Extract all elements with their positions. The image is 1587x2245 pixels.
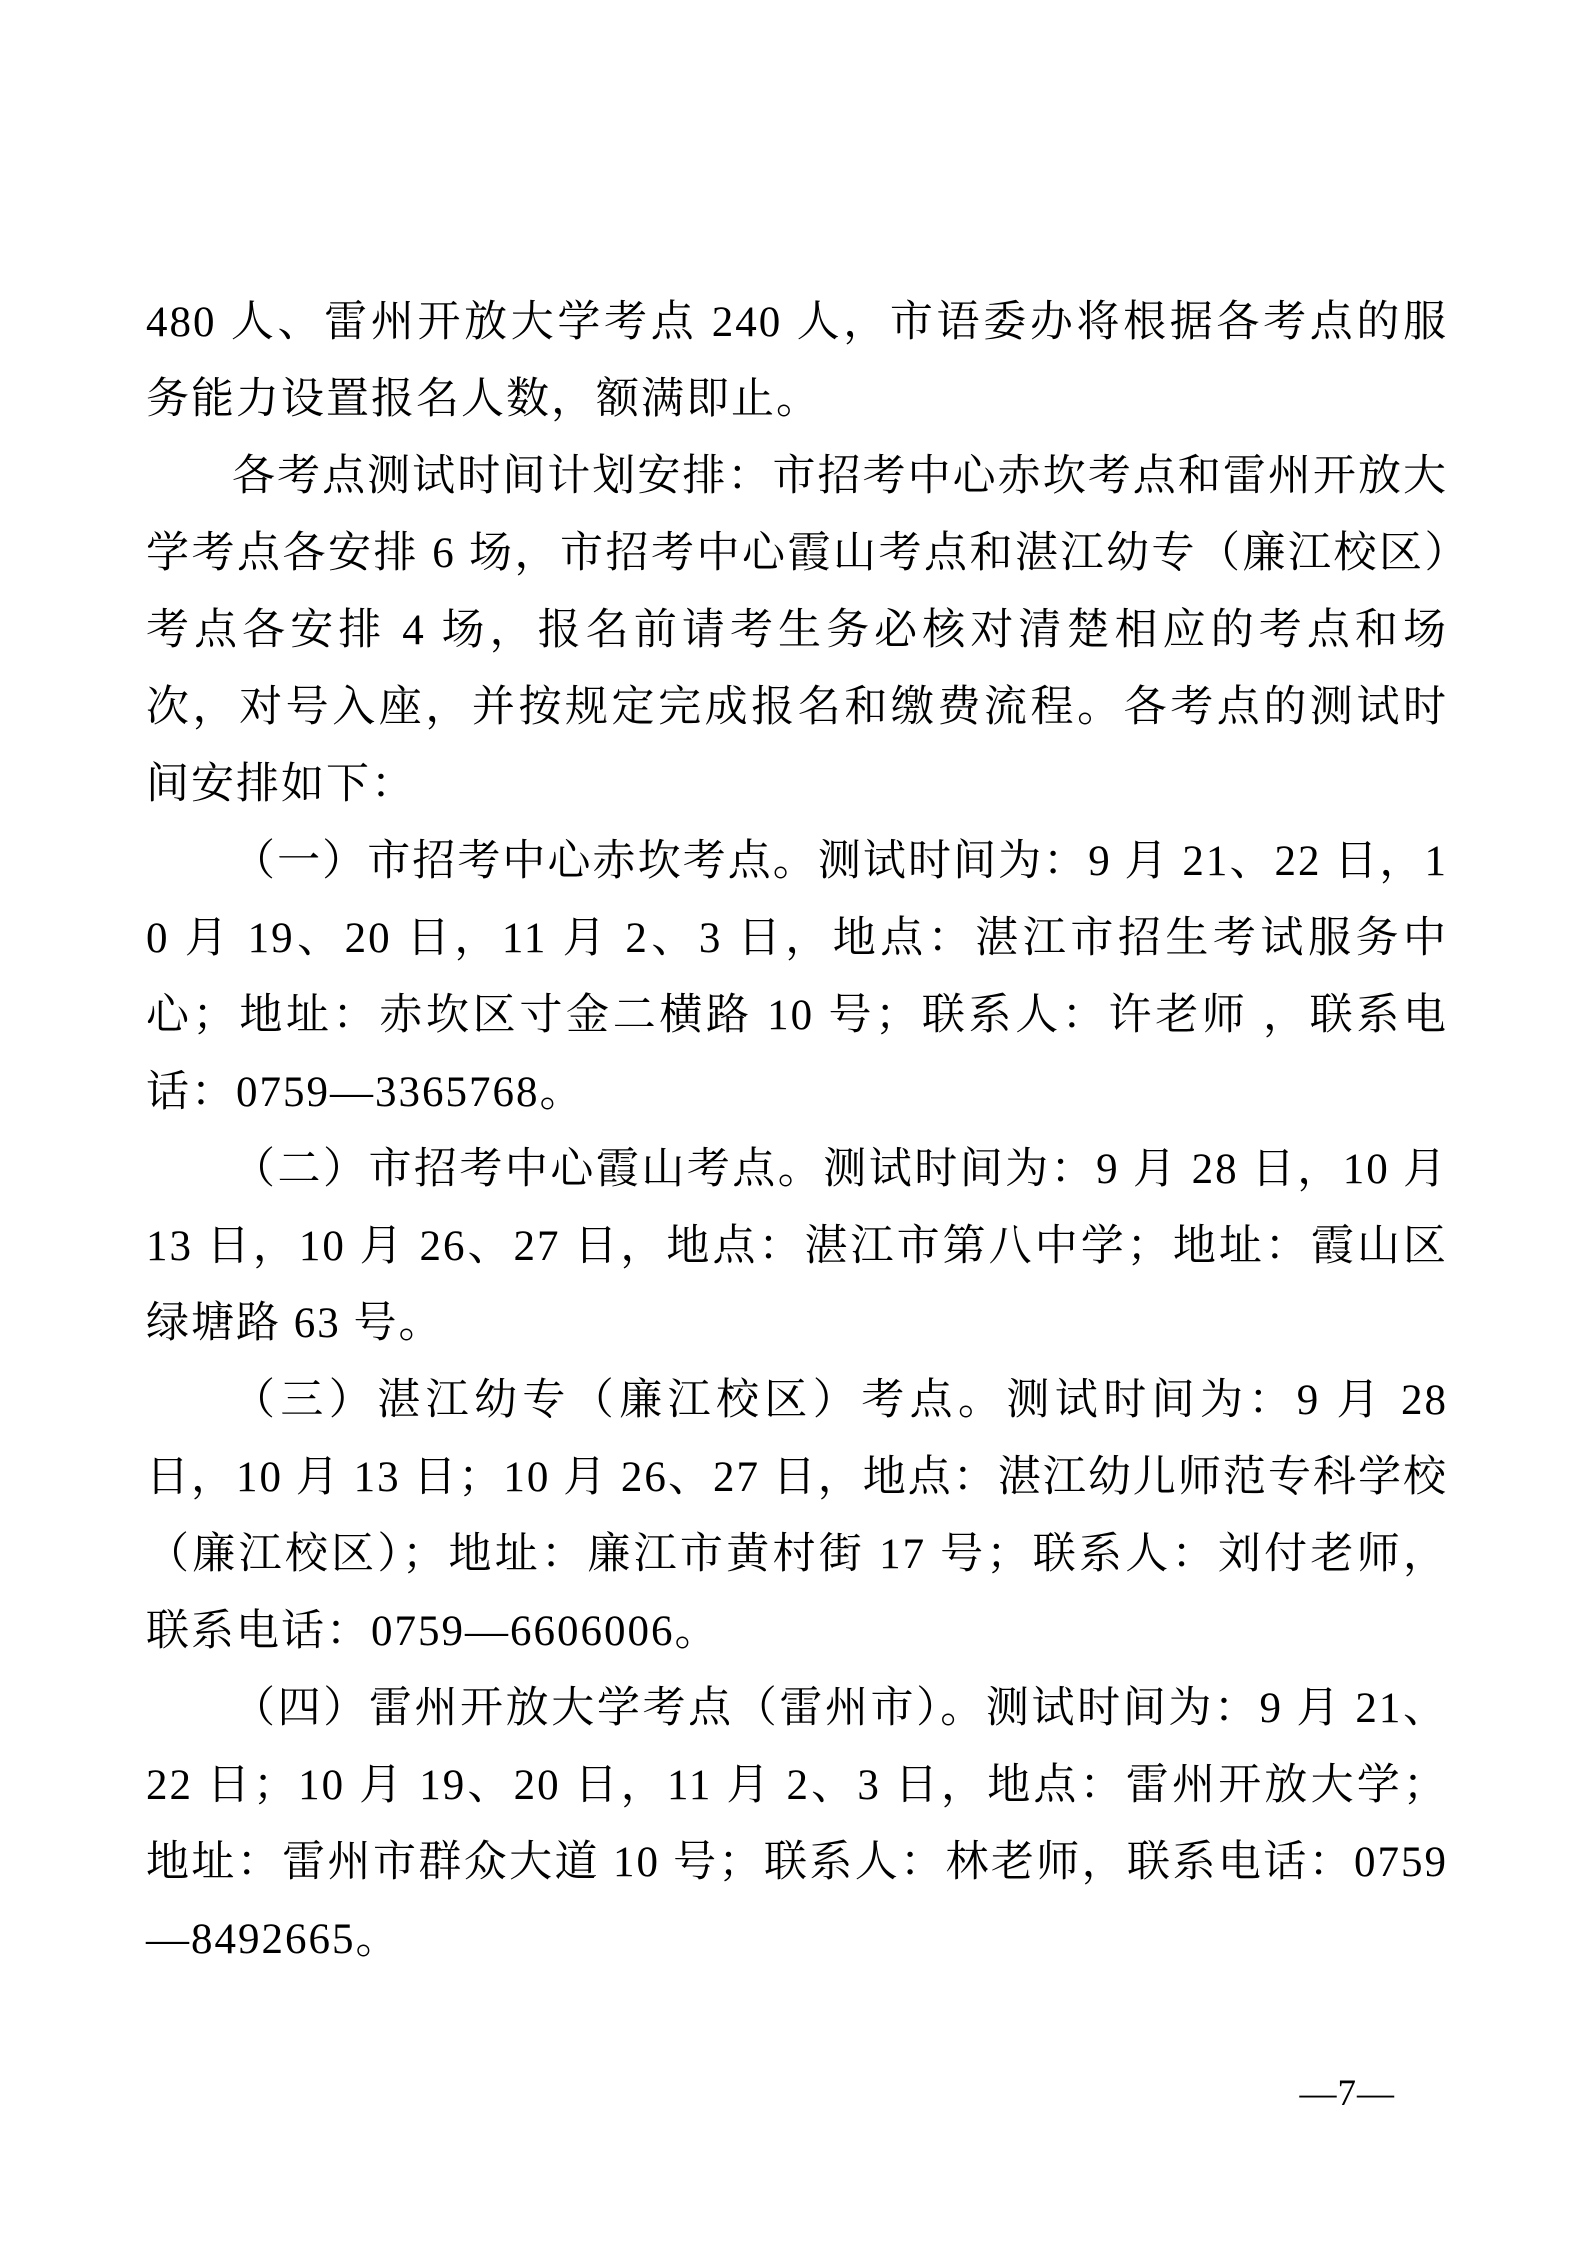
paragraph-continuation: 480 人、雷州开放大学考点 240 人，市语委办将根据各考点的服务能力设置报名人数，额满即止。 bbox=[146, 299, 1448, 423]
document-body bbox=[146, 284, 1448, 1978]
paragraph-site-2-xiashan: （二）市招考中心霞山考点。测试时间为：9 月 28 日，10 月 13 日，10 月 26、27 日，地点：湛江市第八中学；地址：霞山区绿塘路 63 号。 bbox=[146, 1146, 1448, 1347]
paragraph-site-1-chikan: （一）市招考中心赤坎考点。测试时间为：9 月 21、22 日，10 月 19、20 日，11 月 2、3 日，地点：湛江市招生考试服务中心；地址：赤坎区寸金二横路 10 号；联系人：许老师 ，联系电话：0759—3365768。 bbox=[146, 838, 1448, 1116]
paragraph-schedule-overview: 各考点测试时间计划安排：市招考中心赤坎考点和雷州开放大学考点各安排 6 场，市招考中心霞山考点和湛江幼专（廉江校区）考点各安排 4 场，报名前请考生务必核对清楚相应的考点和场次，对号入座，并按规定完成报名和缴费流程。各考点的测试时间安排如下： bbox=[146, 453, 1448, 808]
paragraph-site-3-lianjiang: （三）湛江幼专（廉江校区）考点。测试时间为：9 月 28 日，10 月 13 日；10 月 26、27 日，地点：湛江幼儿师范专科学校（廉江校区）；地址：廉江市黄村街 17 号；联系人：刘付老师，联系电话：0759—6606006。 bbox=[146, 1377, 1448, 1655]
paragraph-site-4-leizhou: （四）雷州开放大学考点（雷州市）。测试时间为：9 月 21、22 日；10 月 19、20 日，11 月 2、3 日，地点：雷州开放大学；地址：雷州市群众大道 10 号；联系人：林老师，联系电话：0759—8492665。 bbox=[146, 1685, 1448, 1963]
page-number: —7— bbox=[1299, 2073, 1395, 2114]
